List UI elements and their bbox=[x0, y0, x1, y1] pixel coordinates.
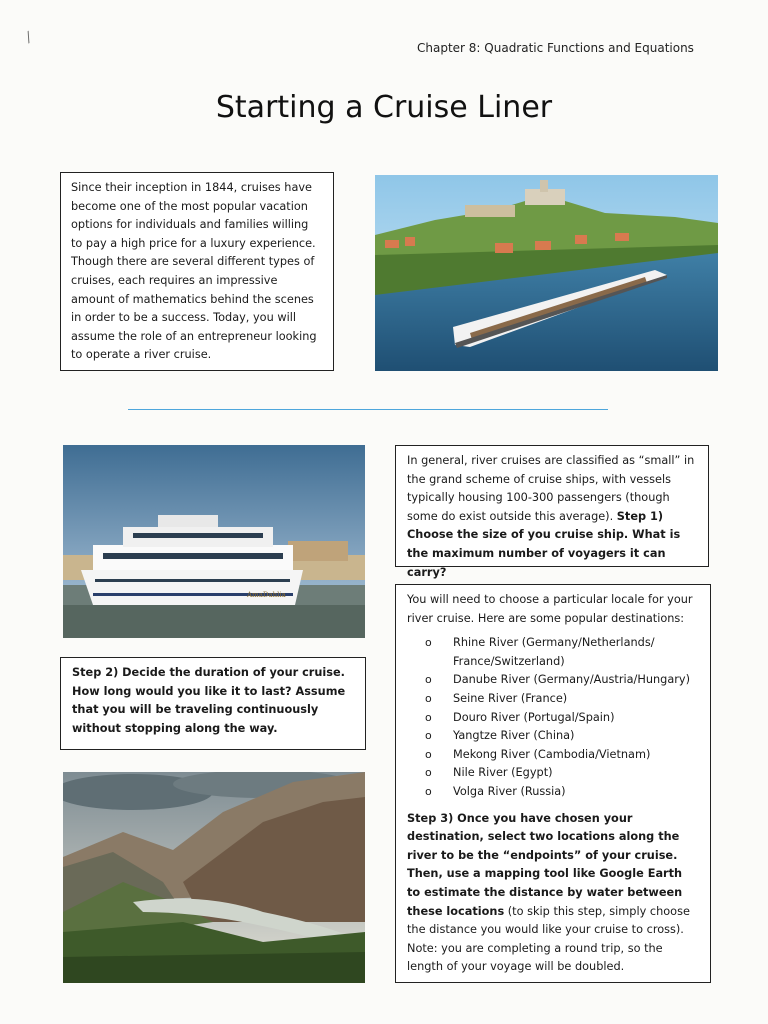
bullet-icon: o bbox=[425, 784, 432, 798]
size-box bbox=[395, 445, 709, 579]
river-boat-photo bbox=[63, 445, 365, 638]
castle-river-photo bbox=[375, 175, 718, 371]
step1-text: Step 1) Choose the size of you cruise ship. What is the maximum number of voyagers it can carry? bbox=[407, 509, 681, 579]
chapter-header: Chapter 8: Quadratic Functions and Equations bbox=[417, 41, 694, 55]
locale-box bbox=[395, 584, 711, 983]
destination-item: o Yangtze River (China) bbox=[425, 727, 699, 746]
page-title: Starting a Cruise Liner bbox=[215, 90, 553, 125]
bullet-icon: o bbox=[425, 710, 432, 724]
size-intro-text: In general, river cruises are classified as “small” in the grand scheme of cruise ships, with vessels typically housing 100-300 passengers (though some do exist outside this average). bbox=[407, 454, 695, 523]
step3-text: Step 3) Once you have chosen your destination, select two locations along the river to be the “endpoints” of your cruise. Then, use a mapping tool like Google Earth to estimate the distance by water between these locations bbox=[407, 811, 683, 918]
destination-item: o Danube River (Germany/Austria/Hungary) bbox=[425, 671, 699, 690]
destination-item: o Nile River (Egypt) bbox=[425, 764, 699, 783]
boat-name-label: AmaDahlia bbox=[247, 591, 286, 599]
bullet-icon: o bbox=[425, 691, 432, 705]
destination-item: o Douro River (Portugal/Spain) bbox=[425, 709, 699, 728]
bullet-icon: o bbox=[425, 729, 432, 743]
bullet-icon: o bbox=[425, 766, 432, 780]
bullet-icon: o bbox=[425, 673, 432, 687]
locale-intro: You will need to choose a particular locale for your river cruise. Here are some popular destinations: bbox=[407, 593, 693, 625]
step2-box bbox=[60, 657, 366, 750]
destination-item: o Seine River (France) bbox=[425, 690, 699, 709]
bullet-icon: o bbox=[425, 636, 432, 650]
intro-text: Since their inception in 1844, cruises have become one of the most popular vacation options for individuals and families willing to pay a high price for a luxury experience. Though there are several different types of cruises, each requires an impressive amount of mathematics behind the scenes in order to be a success. Today, you will assume the role of an entrepreneur looking to operate a river cruise. bbox=[71, 181, 317, 362]
mountain-river-photo bbox=[63, 772, 365, 983]
step2-text: Step 2) Decide the duration of your cruise. How long would you like it to last? Assume that you will be traveling continuously without stopping along the way. bbox=[72, 666, 346, 735]
step3-note: (to skip this step, simply choose the distance you would like your cruise to cross). Note: you are completing a round trip, so the length of your voyage will be doubled. bbox=[407, 904, 690, 974]
destination-item: o Rhine River (Germany/Netherlands/ France/Switzerland) bbox=[425, 636, 655, 668]
intro-box bbox=[60, 172, 334, 371]
pen-mark: ⁄ bbox=[23, 30, 35, 46]
destination-item: o Volga River (Russia) bbox=[425, 783, 699, 802]
bullet-icon: o bbox=[425, 747, 432, 761]
section-divider bbox=[128, 409, 608, 410]
destination-list bbox=[425, 634, 699, 801]
destination-item: o Mekong River (Cambodia/Vietnam) bbox=[425, 746, 699, 765]
